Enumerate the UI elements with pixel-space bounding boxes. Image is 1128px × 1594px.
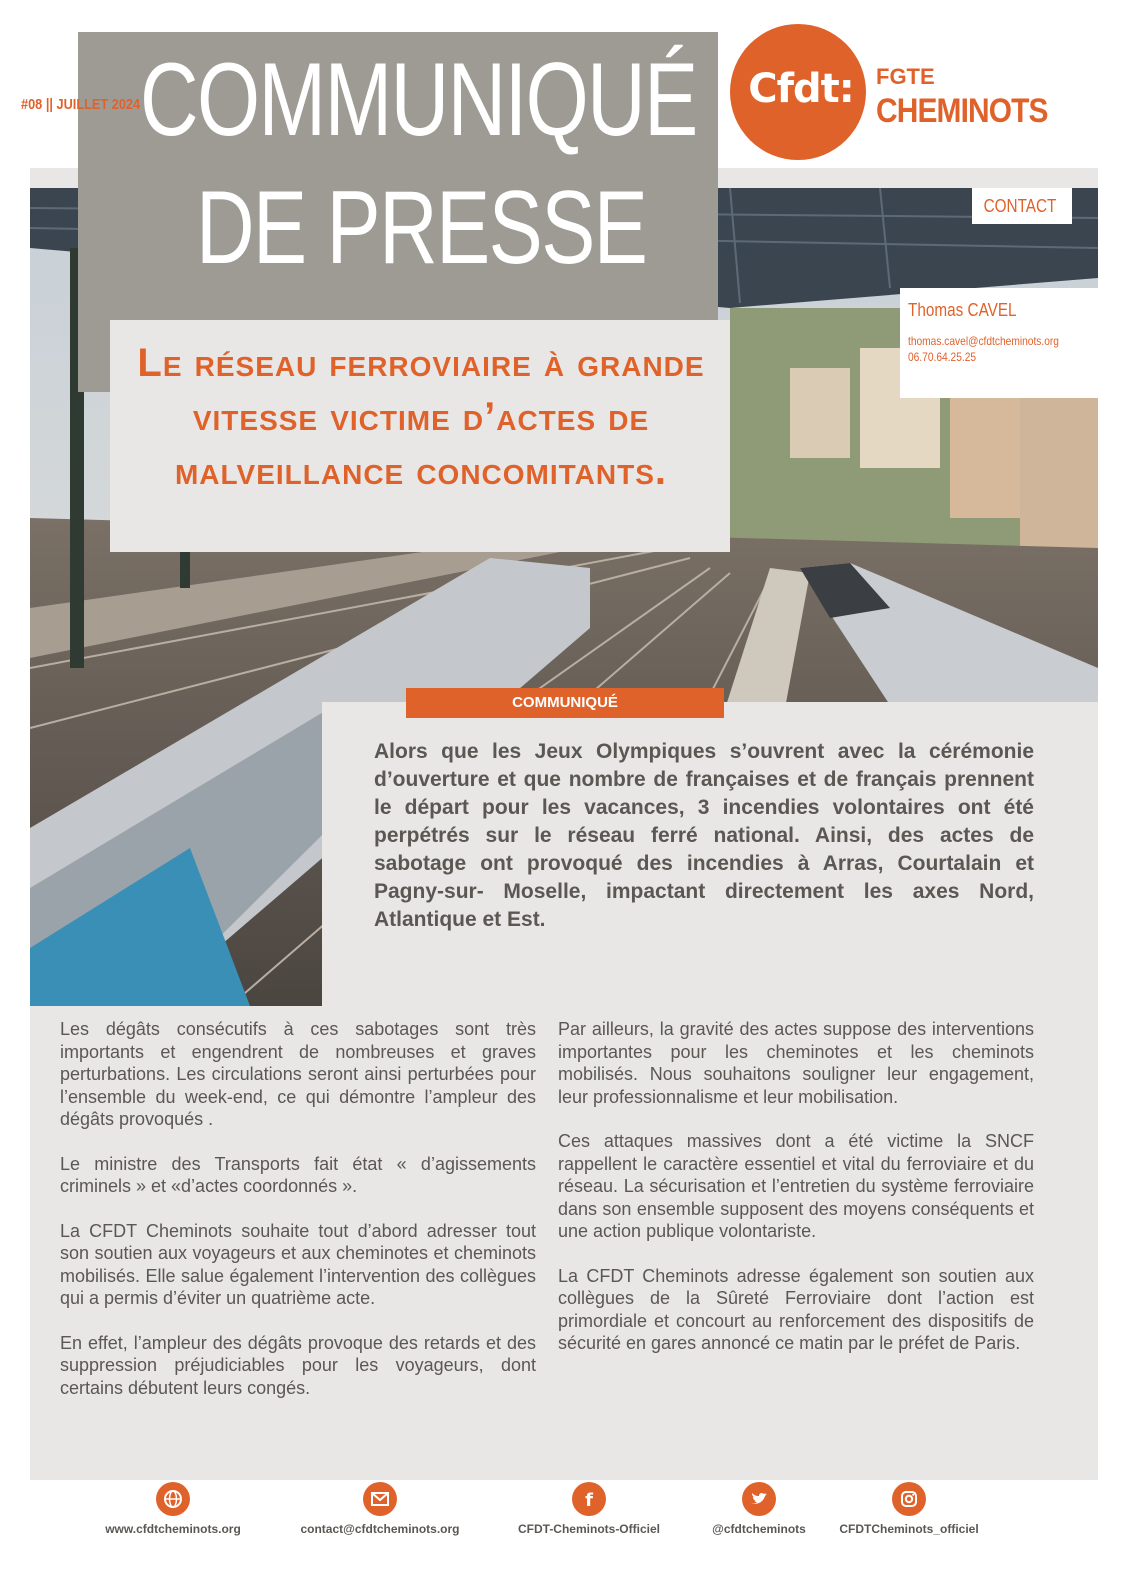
paragraph: La CFDT Cheminots adresse également son soutien aux collègues de la Sûreté Ferroviaire dont l’action est primordiale et concourt au renforcement des dispositifs de sécurité en gares annoncé ce matin par le préfet de Paris. <box>558 1265 1034 1353</box>
page-title-line1: COMMUNIQUÉ <box>140 42 697 158</box>
email-link[interactable]: contact@cfdtcheminots.org <box>300 1522 460 1536</box>
twitter-link[interactable]: @cfdtcheminots <box>712 1522 806 1536</box>
instagram-icon[interactable] <box>892 1482 926 1516</box>
issue-label: #08 || JUILLET 2024 <box>21 96 141 113</box>
twitter-icon[interactable] <box>742 1482 776 1516</box>
intro-paragraph: Alors que les Jeux Olympiques s’ouvrent avec la cérémonie d’ouverture et que nombre de françaises et de français prennent le départ pour les vacances, 3 incendies volontaires ont été perpétrés sur le réseau ferré national. Ainsi, des actes de sabotage ont provoqué des incendies à Arras, Courtalain et Pagny-sur- Moselle, impactant directement les axes Nord, Atlantique et Est. <box>374 740 1034 931</box>
globe-icon[interactable] <box>156 1482 190 1516</box>
paragraph: Par ailleurs, la gravité des actes suppose des interventions importantes pour les cheminotes et les cheminots mobilisés. Nous souhaitons souligner leur engagement, leur professionnalisme et leur mobilisation. <box>558 1019 1034 1107</box>
paragraph: Le ministre des Transports fait état « d’agissements criminels » et «d’actes coordonnés ». <box>60 1153 536 1196</box>
instagram-link[interactable]: CFDTCheminots_officiel <box>839 1522 979 1536</box>
logo-line1: FGTE <box>876 64 935 89</box>
contact-label: CONTACT <box>983 196 1057 216</box>
contact-phone: 06.70.64.25.25 <box>908 350 977 364</box>
facebook-link[interactable]: CFDT-Cheminots-Officiel <box>517 1522 660 1536</box>
mail-icon[interactable] <box>363 1482 397 1516</box>
logo-mark: Cfdt: <box>748 66 854 112</box>
body-column-right <box>558 1018 1034 1377</box>
paragraph: En effet, l’ampleur des dégâts provoque des retards et des suppression préjudiciables pour les voyageurs, dont certains débutent leurs congés. <box>60 1332 536 1398</box>
paragraph: Les dégâts consécutifs à ces sabotages sont très importants et engendrent de nombreuses et graves perturbations. Les circulations seront ainsi perturbées pour l’ensemble du week-end, ce qui démontre l’ampleur des dégâts provoqués . <box>60 1019 536 1129</box>
section-tag-label: COMMUNIQUÉ <box>512 694 618 711</box>
paragraph: La CFDT Cheminots souhaite tout d’abord adresser tout son soutien aux voyageurs et aux cheminotes et cheminots mobilisés. Elle salue également l’intervention des collègues qui a permis d’éviter un quatrième acte. <box>60 1220 536 1308</box>
footer <box>0 1480 1128 1594</box>
logo-line2: CHEMINOTS <box>876 92 1048 130</box>
svg-text:f: f <box>585 1490 593 1511</box>
headline: Le réseau ferroviaire à grande vitesse victime d’actes de malveillance concomitants. <box>137 341 705 493</box>
contact-email-link[interactable]: thomas.cavel@cfdtcheminots.org <box>908 334 1059 348</box>
body-column-left <box>60 1018 536 1421</box>
facebook-icon[interactable] <box>572 1482 606 1516</box>
website-link[interactable]: www.cfdtcheminots.org <box>105 1522 241 1536</box>
contact-name: Thomas CAVEL <box>908 300 1017 320</box>
page-title-line2: DE PRESSE <box>196 170 647 286</box>
paragraph: Ces attaques massives dont a été victime la SNCF rappellent le caractère essentiel et vital du ferroviaire et du réseau. La sécurisation et l’entretien du système ferroviaire dans son ensemble supposent des moyens conséquents et une action publique volontariste. <box>558 1131 1034 1241</box>
